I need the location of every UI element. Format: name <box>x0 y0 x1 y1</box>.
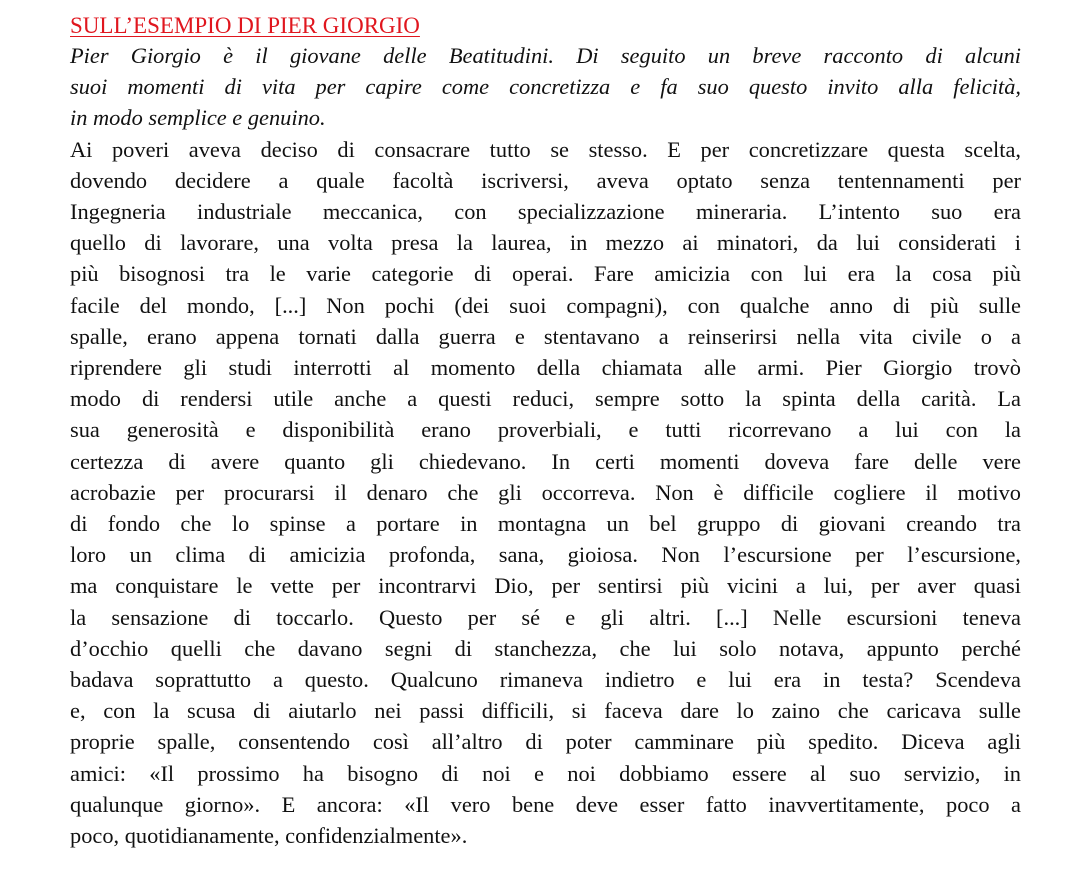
intro-line: Pier Giorgio è il giovane delle Beatitudini. Di seguito un breve racconto di alcuni <box>70 43 1021 68</box>
body-line: certezza di avere quanto gli chiedevano. In certi momenti doveva fare delle vere <box>70 448 1021 474</box>
body-line: badava soprattutto a questo. Qualcuno rimaneva indietro e lui era in testa? Scendeva <box>70 667 1021 693</box>
body-line: Ingegneria industriale meccanica, con specializzazione mineraria. L’intento suo era <box>70 199 1021 225</box>
body-line: quello di lavorare, una volta presa la laurea, in mezzo ai minatori, da lui considerati i <box>70 230 1021 256</box>
body-line: facile del mondo, [...] Non pochi (dei suoi compagni), con qualche anno di più sulle <box>70 292 1021 318</box>
body-line: amici: «Il prossimo ha bisogno di noi e noi dobbiamo essere al suo servizio, in <box>70 760 1021 786</box>
body-line: più bisognosi tra le varie categorie di operai. Fare amicizia con lui era la cosa più <box>70 261 1021 287</box>
body-line: modo di rendersi utile anche a questi reduci, sempre sotto la spinta della carità. La <box>70 386 1021 412</box>
intro-line: in modo semplice e genuino. <box>70 105 326 131</box>
body-line: loro un clima di amicizia profonda, sana, gioiosa. Non l’escursione per l’escursione, <box>70 542 1021 568</box>
body-line: proprie spalle, consentendo così all’altro di poter camminare più spedito. Diceva agli <box>70 729 1021 755</box>
body-line: di fondo che lo spinse a portare in montagna un bel gruppo di giovani creando tra <box>70 511 1021 537</box>
body-paragraph <box>70 134 1021 852</box>
body-line: spalle, erano appena tornati dalla guerra e stentavano a reinserirsi nella vita civile o a <box>70 323 1021 349</box>
intro-paragraph <box>70 40 1021 134</box>
body-line: dovendo decidere a quale facoltà iscriversi, aveva optato senza tentennamenti per <box>70 167 1021 193</box>
body-line: e, con la scusa di aiutarlo nei passi difficili, si faceva dare lo zaino che caricava sulle <box>70 698 1021 724</box>
document-page <box>70 12 1021 851</box>
body-line: sua generosità e disponibilità erano proverbiali, e tutti ricorrevano a lui con la <box>70 417 1021 443</box>
body-line: ma conquistare le vette per incontrarvi Dio, per sentirsi più vicini a lui, per aver quasi <box>70 573 1021 599</box>
document-title: SULL’ESEMPIO DI PIER GIORGIO <box>70 13 420 38</box>
body-line: d’occhio quelli che davano segni di stanchezza, che lui solo notava, appunto perché <box>70 635 1021 661</box>
body-line: riprendere gli studi interrotti al momento della chiamata alle armi. Pier Giorgio trovò <box>70 355 1021 381</box>
body-line: la sensazione di toccarlo. Questo per sé e gli altri. [...] Nelle escursioni teneva <box>70 604 1021 630</box>
intro-line: suoi momenti di vita per capire come concretizza e fa suo questo invito alla felicità, <box>70 74 1021 100</box>
body-line: qualunque giorno». E ancora: «Il vero bene deve esser fatto inavvertitamente, poco a <box>70 791 1021 817</box>
body-line: acrobazie per procurarsi il denaro che gli occorreva. Non è difficile cogliere il motivo <box>70 479 1021 505</box>
body-line: Ai poveri aveva deciso di consacrare tutto se stesso. E per concretizzare questa scelta, <box>70 136 1021 162</box>
body-line: poco, quotidianamente, confidenzialmente». <box>70 823 468 849</box>
